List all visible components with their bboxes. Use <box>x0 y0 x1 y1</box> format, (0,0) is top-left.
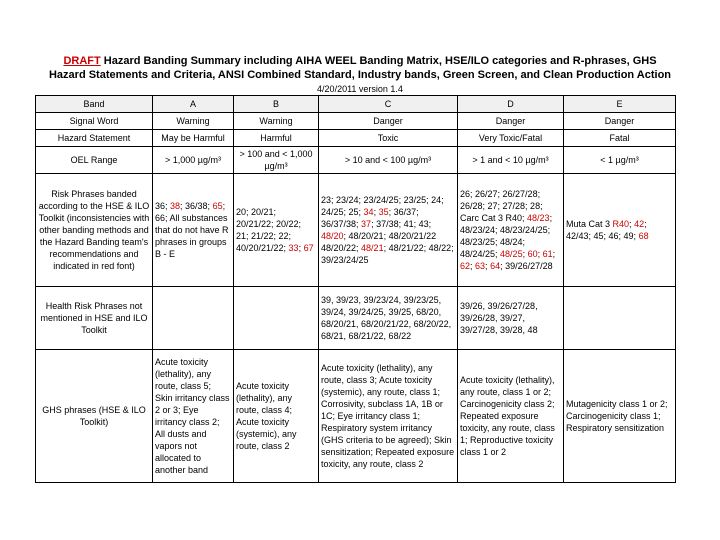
cell-b <box>234 287 319 350</box>
cell-e: Mutagenicity class 1 or 2; Carcinogenicity class 1; Respiratory sensitization <box>564 350 676 483</box>
cell-a: Warning <box>153 113 234 130</box>
cell-d: Acute toxicity (lethality), any route, class 1 or 2; Carcinogenicity class 2; Repeated exposure toxicity, any route, class 1; Reproductive toxicity class 1 or 2 <box>458 350 564 483</box>
row-label: Hazard Statement <box>36 130 153 147</box>
hazard-banding-table <box>35 95 676 483</box>
cell-e: Danger <box>564 113 676 130</box>
cell-a: 36; 38; 36/38; 65; 66; All substances that do not have R phrases in groups B - E <box>153 174 234 287</box>
cell-c: Toxic <box>319 130 458 147</box>
cell-e: Fatal <box>564 130 676 147</box>
oel-range-row <box>36 147 676 174</box>
cell-d: > 1 and < 10 µg/m³ <box>458 147 564 174</box>
hazard-statement-row <box>36 130 676 147</box>
ghs-row <box>36 350 676 483</box>
header-a: A <box>153 96 234 113</box>
title-line-1: Hazard Banding Summary including AIHA WEEL Banding Matrix, HSE/ILO categories and R-phrases, GHS <box>100 55 657 67</box>
cell-b: 20; 20/21; 20/21/22; 20/22; 21; 21/22; 22; 40/20/21/22; 33; 67 <box>234 174 319 287</box>
cell-a: > 1,000 µg/m³ <box>153 147 234 174</box>
cell-d: 39/26, 39/26/27/28, 39/26/28, 39/27, 39/27/28, 39/28, 48 <box>458 287 564 350</box>
document-title <box>0 54 720 82</box>
header-b: B <box>234 96 319 113</box>
header-c: C <box>319 96 458 113</box>
row-label: Health Risk Phrases not mentioned in HSE and ILO Toolkit <box>36 287 153 350</box>
cell-c: 23; 23/24; 23/24/25; 23/25; 24; 24/25; 25; 34; 35; 36/37; 36/37/38; 37; 37/38; 41; 43; 48/20; 48/20/21; 48/20/21/22 48/20/22; 48/21; 48/21/22; 48/22; 39/23/24/25 <box>319 174 458 287</box>
row-label: OEL Range <box>36 147 153 174</box>
cell-d: 26; 26/27; 26/27/28; 26/28; 27; 27/28; 28; Carc Cat 3 R40; 48/23; 48/23/24; 48/23/24/25; 48/23/25; 48/24; 48/24/25; 48/25; 60; 61; 62; 63; 64; 39/26/27/28 <box>458 174 564 287</box>
cell-d: Danger <box>458 113 564 130</box>
health-risk-row <box>36 287 676 350</box>
cell-c: > 10 and < 100 µg/m³ <box>319 147 458 174</box>
row-label: Risk Phrases banded according to the HSE & ILO Toolkit (inconsistencies with other banding methods and the Hazard Banding team's recommendations and indicated in red font) <box>36 174 153 287</box>
cell-a: Acute toxicity (lethality), any route, class 5; Skin irritancy class 2 or 3; Eye irritancy class 2; All dusts and vapors not allocated to another band <box>153 350 234 483</box>
cell-b: > 100 and < 1,000 µg/m³ <box>234 147 319 174</box>
cell-c: Danger <box>319 113 458 130</box>
cell-e <box>564 287 676 350</box>
cell-c: Acute toxicity (lethality), any route, class 3; Acute toxicity (systemic), any route, class 1; Corrosivity, subclass 1A, 1B or 1C; Eye irritancy class 1; Respiratory system irritancy (GHS criteria to be agreed); Skin sensitization; Repeated exposure toxicity, any route, class 2 <box>319 350 458 483</box>
cell-c: 39, 39/23, 39/23/24, 39/23/25, 39/24, 39/24/25, 39/25, 68/20, 68/20/21, 68/20/21/22, 68/20/22, 68/21, 68/21/22, 68/22 <box>319 287 458 350</box>
risk-phrases-row <box>36 174 676 287</box>
header-e: E <box>564 96 676 113</box>
row-label: Signal Word <box>36 113 153 130</box>
header-band: Band <box>36 96 153 113</box>
title-line-2: Hazard Statements and Criteria, ANSI Combined Standard, Industry bands, Green Screen, and Clean Production Action <box>48 69 672 81</box>
cell-a: May be Harmful <box>153 130 234 147</box>
cell-a <box>153 287 234 350</box>
cell-e: < 1 µg/m³ <box>564 147 676 174</box>
signal-word-row <box>36 113 676 130</box>
cell-b: Harmful <box>234 130 319 147</box>
cell-b: Acute toxicity (lethality), any route, class 4; Acute toxicity (systemic), any route, class 2 <box>234 350 319 483</box>
header-row <box>36 96 676 113</box>
cell-d: Very Toxic/Fatal <box>458 130 564 147</box>
version-label: 4/20/2011 version 1.4 <box>317 84 403 94</box>
draft-label: DRAFT <box>63 55 101 67</box>
cell-e: Muta Cat 3 R40; 42; 42/43; 45; 46; 49; 68 <box>564 174 676 287</box>
header-d: D <box>458 96 564 113</box>
row-label: GHS phrases (HSE & ILO Toolkit) <box>36 350 153 483</box>
cell-b: Warning <box>234 113 319 130</box>
